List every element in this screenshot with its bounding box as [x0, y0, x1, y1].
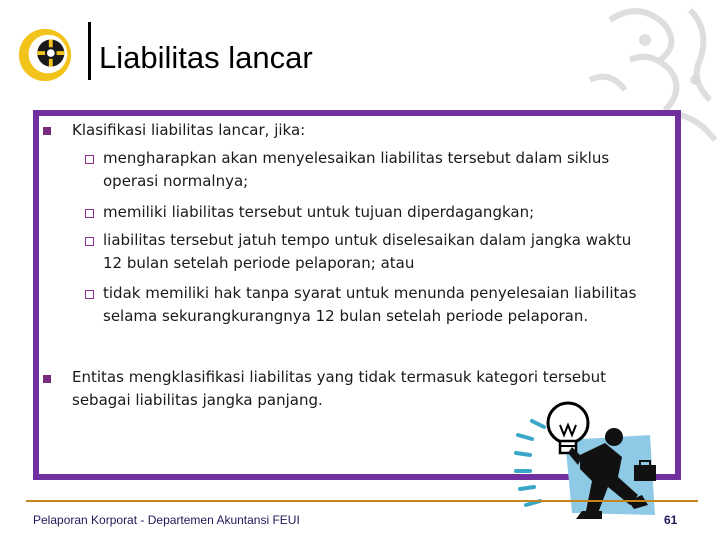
- sub-item-line: 12 bulan setelah periode pelaporan; atau: [103, 254, 415, 272]
- lightbulb-businessman-clipart: [510, 395, 670, 525]
- sub-item-line: liabilitas tersebut jatuh tempo untuk diselesaikan dalam jangka waktu: [103, 231, 632, 249]
- sub-item-line: mengharapkan akan menyelesaikan liabilitas tersebut dalam siklus: [103, 149, 610, 167]
- university-logo-icon: [16, 26, 74, 84]
- bullet-text: Entitas mengklasifikasi liabilitas yang tidak termasuk kategori tersebut: [72, 368, 607, 386]
- sub-item-line: tidak memiliki hak tanpa syarat untuk menunda penyelesaian liabilitas: [103, 284, 637, 302]
- sub-item-line: selama sekurangkurangnya 12 bulan setelah periode pelaporan.: [103, 307, 589, 325]
- bullet-text: sebagai liabilitas jangka panjang.: [72, 391, 323, 409]
- title-divider: [88, 22, 91, 80]
- sub-bullet-icon: [85, 237, 94, 246]
- sub-item-line: operasi normalnya;: [103, 172, 249, 190]
- bullet-square-icon: [43, 127, 51, 135]
- slide-title: Liabilitas lancar: [99, 40, 313, 75]
- sub-bullet-icon: [85, 290, 94, 299]
- sub-bullet-icon: [85, 155, 94, 164]
- footer-rule: [26, 500, 698, 502]
- sub-bullet-icon: [85, 209, 94, 218]
- bullet-square-icon: [43, 375, 51, 383]
- page-number: 61: [664, 513, 678, 527]
- sub-item-line: memiliki liabilitas tersebut untuk tujuan diperdagangkan;: [103, 203, 535, 221]
- bullet-text: Klasifikasi liabilitas lancar, jika:: [72, 121, 306, 139]
- footer-text: Pelaporan Korporat - Departemen Akuntansi FEUI: [33, 513, 300, 527]
